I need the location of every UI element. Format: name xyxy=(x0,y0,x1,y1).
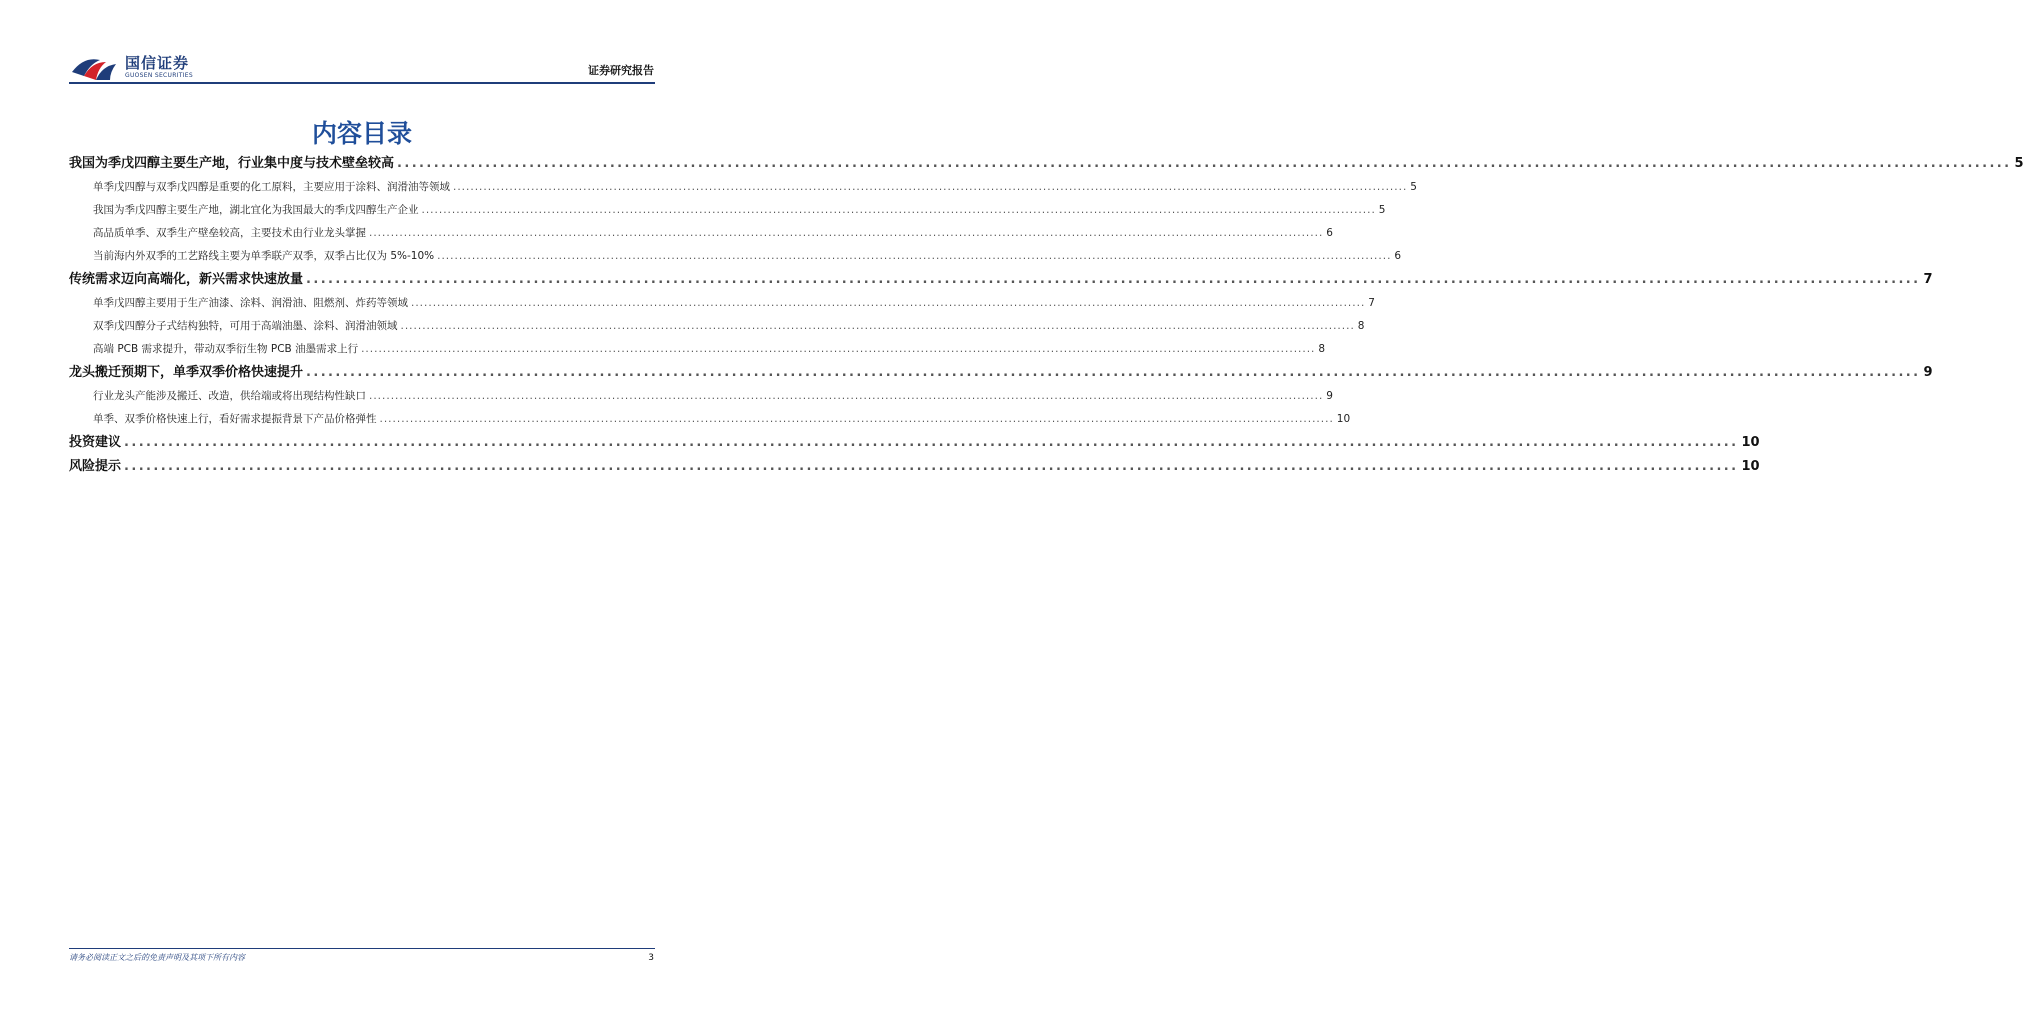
toc-page-number: 10 xyxy=(1741,435,1760,450)
toc-entry-text: 我国为季戊四醇主要生产地，行业集中度与技术壁垒较高 xyxy=(69,156,395,171)
toc-dot-leader: ............................................................................................................................................................................................................................ xyxy=(124,459,1739,474)
toc-entry-text: 单季、双季价格快速上行，看好需求提振背景下产品价格弹性 xyxy=(93,413,377,425)
toc-entry-text: 当前海内外双季的工艺路线主要为单季联产双季，双季占比仅为 5%-10% xyxy=(93,250,435,262)
table-of-contents xyxy=(69,152,2024,479)
toc-entry-text: 高品质单季、双季生产壁垒较高，主要技术由行业龙头掌握 xyxy=(93,227,366,239)
logo-english-name: GUOSEN SECURITIES xyxy=(125,72,194,79)
toc-dot-leader: ............................................................................................................................................................................................................................ xyxy=(453,181,1408,193)
toc-subsection-entry[interactable] xyxy=(69,245,1402,268)
logo-chinese-name: 国信证券 xyxy=(125,54,190,72)
guosen-logo-icon xyxy=(70,50,120,82)
toc-entry-text: 龙头搬迁预期下，单季双季价格快速提升 xyxy=(69,365,304,380)
toc-dot-leader: ............................................................................................................................................................................................................................ xyxy=(306,365,1921,380)
toc-subsection-entry[interactable] xyxy=(69,292,1375,315)
toc-subsection-entry[interactable] xyxy=(69,315,1365,338)
toc-page-number: 8 xyxy=(1318,343,1326,355)
page-header xyxy=(0,0,724,90)
toc-subsection-entry[interactable] xyxy=(69,408,1351,431)
toc-dot-leader: ............................................................................................................................................................................................................................ xyxy=(369,390,1324,402)
toc-subsection-entry[interactable] xyxy=(69,338,1326,361)
toc-dot-leader: ............................................................................................................................................................................................................................ xyxy=(379,413,1334,425)
toc-entry-text: 高端 PCB 需求提升，带动双季衍生物 PCB 油墨需求上行 xyxy=(93,343,359,355)
header-divider xyxy=(69,82,655,84)
toc-page-number: 8 xyxy=(1357,320,1365,332)
toc-dot-leader: ............................................................................................................................................................................................................................ xyxy=(124,435,1739,450)
toc-section-entry[interactable] xyxy=(69,152,2024,176)
toc-section-entry[interactable] xyxy=(69,361,1933,385)
toc-subsection-entry[interactable] xyxy=(69,199,1386,222)
toc-subsection-entry[interactable] xyxy=(69,385,1333,408)
toc-dot-leader: ............................................................................................................................................................................................................................ xyxy=(397,156,2012,171)
toc-page-number: 7 xyxy=(1923,272,1933,287)
toc-dot-leader: ............................................................................................................................................................................................................................ xyxy=(361,343,1316,355)
toc-page-number: 5 xyxy=(2014,156,2024,171)
toc-entry-text: 投资建议 xyxy=(69,435,122,450)
toc-page-number: 6 xyxy=(1394,250,1402,262)
toc-dot-leader: ............................................................................................................................................................................................................................ xyxy=(400,320,1355,332)
toc-section-entry[interactable] xyxy=(69,431,1760,455)
toc-page-number: 9 xyxy=(1923,365,1933,380)
toc-dot-leader: ............................................................................................................................................................................................................................ xyxy=(411,297,1366,309)
disclaimer-text: 请务必阅读正文之后的免责声明及其项下所有内容 xyxy=(69,953,245,962)
toc-section-entry[interactable] xyxy=(69,268,1933,292)
toc-subsection-entry[interactable] xyxy=(69,176,1417,199)
report-type-label: 证券研究报告 xyxy=(588,64,654,77)
toc-entry-text: 行业龙头产能涉及搬迁、改造，供给端或将出现结构性缺口 xyxy=(93,390,366,402)
toc-page-number: 10 xyxy=(1741,459,1760,474)
toc-section-entry[interactable] xyxy=(69,455,1760,479)
toc-page-number: 5 xyxy=(1410,181,1417,193)
toc-subsection-entry[interactable] xyxy=(69,222,1333,245)
footer-divider xyxy=(69,948,655,949)
toc-entry-text: 传统需求迈向高端化，新兴需求快速放量 xyxy=(69,272,304,287)
toc-dot-leader: ............................................................................................................................................................................................................................ xyxy=(369,227,1324,239)
toc-dot-leader: ............................................................................................................................................................................................................................ xyxy=(306,272,1921,287)
toc-page-number: 9 xyxy=(1326,390,1333,402)
toc-page-number: 7 xyxy=(1368,297,1375,309)
toc-entry-text: 双季戊四醇分子式结构独特，可用于高端油墨、涂料、润滑油领域 xyxy=(93,320,398,332)
page-number: 3 xyxy=(648,953,654,963)
toc-entry-text: 单季戊四醇主要用于生产油漆、涂料、润滑油、阻燃剂、炸药等领域 xyxy=(93,297,408,309)
toc-dot-leader: ............................................................................................................................................................................................................................ xyxy=(421,204,1376,216)
toc-entry-text: 我国为季戊四醇主要生产地，湖北宜化为我国最大的季戊四醇生产企业 xyxy=(93,204,419,216)
toc-dot-leader: ............................................................................................................................................................................................................................ xyxy=(437,250,1392,262)
toc-title: 内容目录 xyxy=(311,119,412,148)
toc-entry-text: 单季戊四醇与双季戊四醇是重要的化工原料，主要应用于涂料、润滑油等领域 xyxy=(93,181,450,193)
toc-page-number: 6 xyxy=(1326,227,1333,239)
toc-page-number: 10 xyxy=(1336,413,1351,425)
toc-page-number: 5 xyxy=(1378,204,1386,216)
toc-entry-text: 风险提示 xyxy=(69,459,122,474)
company-logo[interactable] xyxy=(70,50,220,84)
